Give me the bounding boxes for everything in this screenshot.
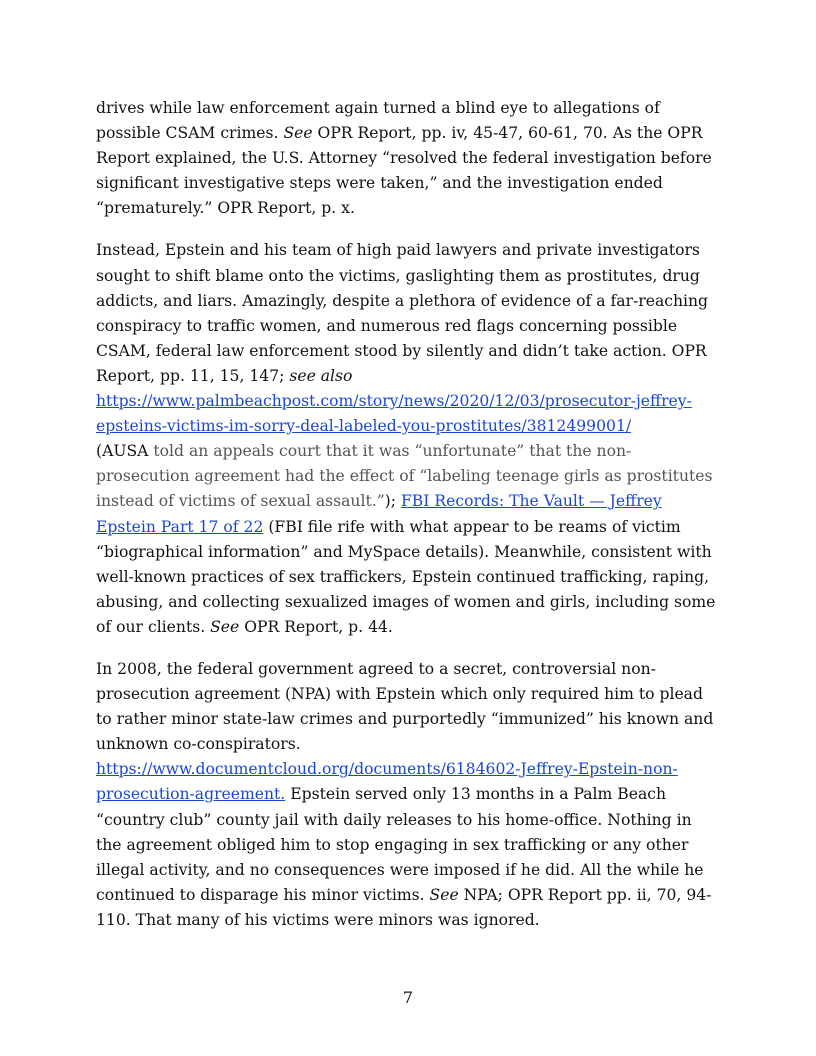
- paragraph-2: [96, 238, 720, 640]
- paragraph-1: [96, 96, 720, 221]
- paragraph-3: [96, 657, 720, 933]
- documentcloud-npa-link[interactable]: https://www.documentcloud.org/documents/6184602-Jeffrey-Epstein-non-prosecution-agreement.: [96, 760, 678, 804]
- palm-beach-post-link[interactable]: https://www.palmbeachpost.com/story/news/2020/12/03/prosecutor-jeffrey-epsteins-victims-im-sorry-deal-labeled-you-prostitutes/3812499001/: [96, 392, 692, 436]
- paragraph-2-text-d: (FBI file rife with what appear to be reams of victim “biographical information” and MySpace details). Meanwhile, consistent with well-known practices of sex traffickers, Epstein continued trafficking, raping, abusing, and collecting sexualized images of women and girls, including some of our clients.: [96, 517, 716, 636]
- ausa-quote: told an appeals court that it was “unfortunate” that the non-prosecution agreement had the effect of “labeling teenage girls as prostitutes instead of victims of sexual assault.”: [96, 442, 713, 511]
- citation-signal-see-also: see also: [289, 366, 353, 385]
- paragraph-1-text-b: OPR Report, pp. iv, 45-47, 60-61, 70. As the OPR Report explained, the U.S. Attorney “resolved the federal investigation before significant investigative steps were taken,” and the investigation ended “prematurely.” OPR Report, p. x.: [96, 124, 712, 218]
- paragraph-2-text-e: OPR Report, p. 44.: [239, 617, 393, 636]
- citation-signal-see: See: [210, 617, 240, 636]
- citation-signal-see: See: [283, 124, 313, 143]
- paragraph-2-text-a: Instead, Epstein and his team of high paid lawyers and private investigators sought to shift blame onto the victims, gaslighting them as prostitutes, drug addicts, and liars. Amazingly, despite a plethora of evidence of a far-reaching conspiracy to traffic women, and numerous red flags concerning possible CSAM, federal law enforcement stood by silently and didn’t take action. OPR Report, pp. 11, 15, 147;: [96, 241, 709, 385]
- paragraph-2-text-c: );: [384, 492, 401, 511]
- page-body: [96, 96, 720, 950]
- paragraph-3-text-c: NPA; OPR Report pp. ii, 70, 94-110. That many of his victims were minors was ignored.: [96, 885, 712, 929]
- page-number: 7: [402, 988, 414, 1007]
- paragraph-1-text-a: drives while law enforcement again turned a blind eye to allegations of possible CSAM crimes.: [96, 99, 660, 143]
- paragraph-3-text-a: In 2008, the federal government agreed to a secret, controversial non-prosecution agreement (NPA) with Epstein which only required him to plead to rather minor state-law crimes and purportedly “immunized” his known and unknown co-conspirators.: [96, 659, 714, 754]
- citation-signal-see: See: [429, 885, 459, 904]
- fbi-vault-link[interactable]: FBI Records: The Vault — Jeffrey Epstein Part 17 of 22: [96, 492, 662, 536]
- paragraph-3-text-b: Epstein served only 13 months in a Palm Beach “country club” county jail with daily releases to his home-office. Nothing in the agreement obliged him to stop engaging in sex trafficking or any other illegal activity, and no consequences were imposed if he did. All the while he continued to disparage his minor victims.: [96, 785, 704, 904]
- paragraph-2-text-b: (AUSA: [96, 442, 154, 461]
